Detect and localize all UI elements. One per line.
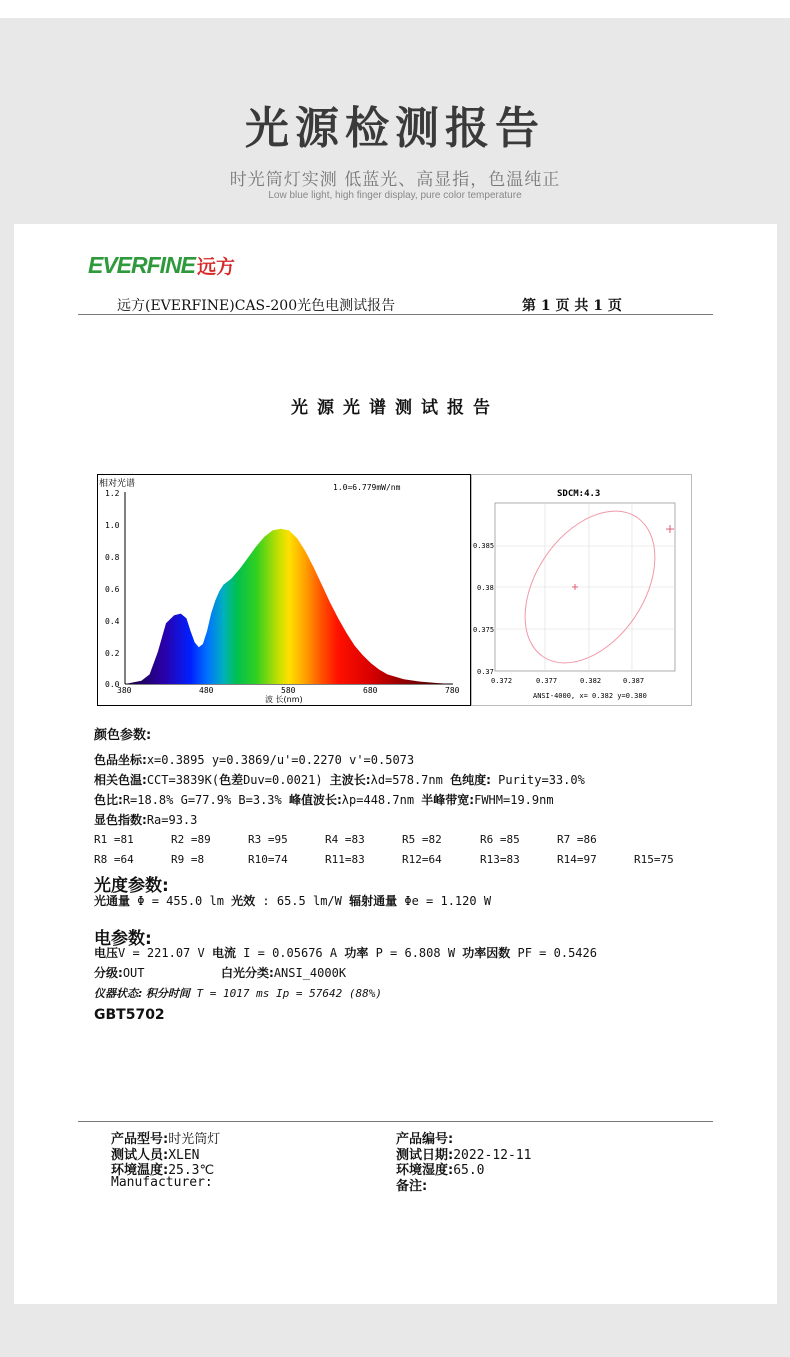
chromaticity-line: 色品坐标:x=0.3895 y=0.3869/u'=0.2270 v'=0.5073 xyxy=(94,753,415,767)
spectrum-chart xyxy=(97,474,471,706)
r-value: R10=74 xyxy=(248,853,288,866)
r-value: R1 =81 xyxy=(94,833,134,846)
footer-serial: 产品编号: xyxy=(396,1132,454,1147)
spectrum-title: 相对光谱 xyxy=(99,479,136,489)
hero-subtitle-en: Low blue light, high finger display, pure color temperature xyxy=(268,190,522,201)
r-value: R8 =64 xyxy=(94,853,134,866)
everfine-logo xyxy=(88,252,235,284)
logo-brand-cn: 远方 xyxy=(197,256,236,278)
y-tick-label: 1.2 xyxy=(105,489,120,498)
r-value: R11=83 xyxy=(325,853,365,866)
footer-date: 测试日期:2022-12-11 xyxy=(396,1148,532,1163)
sdcm-y-tick: 0.375 xyxy=(473,626,495,634)
footer-model: 产品型号:时光筒灯 xyxy=(111,1132,221,1147)
r-value: R13=83 xyxy=(480,853,520,866)
y-tick-label: 0.8 xyxy=(105,553,120,562)
sdcm-title: SDCM:4.3 xyxy=(557,489,601,499)
sdcm-y-tick: 0.385 xyxy=(473,542,495,550)
sdcm-x-tick: 0.377 xyxy=(536,677,558,685)
footer-remark: 备注: xyxy=(396,1179,428,1194)
y-tick-label: 0.2 xyxy=(105,649,120,658)
r-value: R3 =95 xyxy=(248,833,288,846)
r-value: R12=64 xyxy=(402,853,442,866)
color-ratio-line: 色比:R=18.8% G=77.9% B=3.3% 峰值波长:λp=448.7nm 半峰带宽:FWHM=19.9nm xyxy=(94,793,554,807)
sdcm-x-tick: 0.372 xyxy=(491,677,513,685)
hero-subtitle: 时光筒灯实测 低蓝光、高显指，色温纯正 xyxy=(229,170,561,190)
white-class-line: 白光分类:ANSI_4000K xyxy=(221,966,347,980)
footer-manufacturer: Manufacturer: xyxy=(111,1175,213,1190)
x-tick-label: 380 xyxy=(117,686,132,695)
sdcm-x-tick: 0.387 xyxy=(623,677,645,685)
footer-temp: 环境温度:25.3℃ xyxy=(111,1163,215,1178)
footer-tester: 测试人员:XLEN xyxy=(111,1148,200,1163)
hero-title: 光源检测报告 xyxy=(245,103,545,154)
x-tick-label: 580 xyxy=(281,686,296,695)
cct-line: 相关色温:CCT=3839K(色差Duv=0.0021) 主波长:λd=578.7nm 色纯度: Purity=33.0% xyxy=(94,773,585,787)
spectrum-scale-note: 1.0=6.779mW/nm xyxy=(333,483,401,492)
document-title: 光源光谱测试报告 xyxy=(291,398,499,418)
y-tick-label: 1.0 xyxy=(105,521,120,530)
r-value: R15=75 xyxy=(634,853,674,866)
y-tick-label: 0.6 xyxy=(105,585,120,594)
r-value: R4 =83 xyxy=(325,833,365,846)
grade-line: 分级:OUT xyxy=(94,966,145,980)
report-header-title: 远方(EVERFINE)CAS-200光色电测试报告 xyxy=(117,298,396,314)
spectrum-x-label: 波 长(nm) xyxy=(265,695,303,704)
cri-line: 显色指数:Ra=93.3 xyxy=(94,813,198,827)
color-params-heading: 颜色参数: xyxy=(94,728,152,743)
photometric-heading: 光度参数: xyxy=(94,876,169,896)
y-tick-label: 0.0 xyxy=(105,680,120,689)
r-value: R5 =82 xyxy=(402,833,442,846)
x-tick-label: 680 xyxy=(363,686,378,695)
r-value: R6 =85 xyxy=(480,833,520,846)
footer-humidity: 环境湿度:65.0 xyxy=(396,1163,485,1178)
electrical-heading: 电参数: xyxy=(94,929,152,949)
r-value: R7 =86 xyxy=(557,833,597,846)
r-value: R2 =89 xyxy=(171,833,211,846)
header-rule xyxy=(78,314,713,315)
sdcm-x-tick: 0.382 xyxy=(580,677,602,685)
x-tick-label: 780 xyxy=(445,686,460,695)
r-value: R14=97 xyxy=(557,853,597,866)
sdcm-caption: ANSI-4000, x= 0.382 y=0.380 xyxy=(533,692,647,700)
x-tick-label: 480 xyxy=(199,686,214,695)
photometric-line: 光通量 Φ = 455.0 lm 光效 : 65.5 lm/W 辐射通量 Φe = 1.120 W xyxy=(94,894,492,908)
page-counter: 第 1 页 共 1 页 xyxy=(522,298,622,314)
footer-rule xyxy=(78,1121,713,1122)
electrical-line: 电压V = 221.07 V 电流 I = 0.05676 A 功率 P = 6.808 W 功率因数 PF = 0.5426 xyxy=(94,946,597,960)
standard-code: GBT5702 xyxy=(94,1007,165,1023)
sdcm-chart xyxy=(471,474,692,706)
sdcm-y-tick: 0.37 xyxy=(477,668,494,676)
instrument-status-line: 仪器状态: 积分时间 T = 1017 ms Ip = 57642 (88%) xyxy=(94,987,382,1000)
logo-brand: EVERFINE xyxy=(88,252,196,278)
y-tick-label: 0.4 xyxy=(105,617,120,626)
r-value: R9 =8 xyxy=(171,853,205,866)
sdcm-y-tick: 0.38 xyxy=(477,584,494,592)
